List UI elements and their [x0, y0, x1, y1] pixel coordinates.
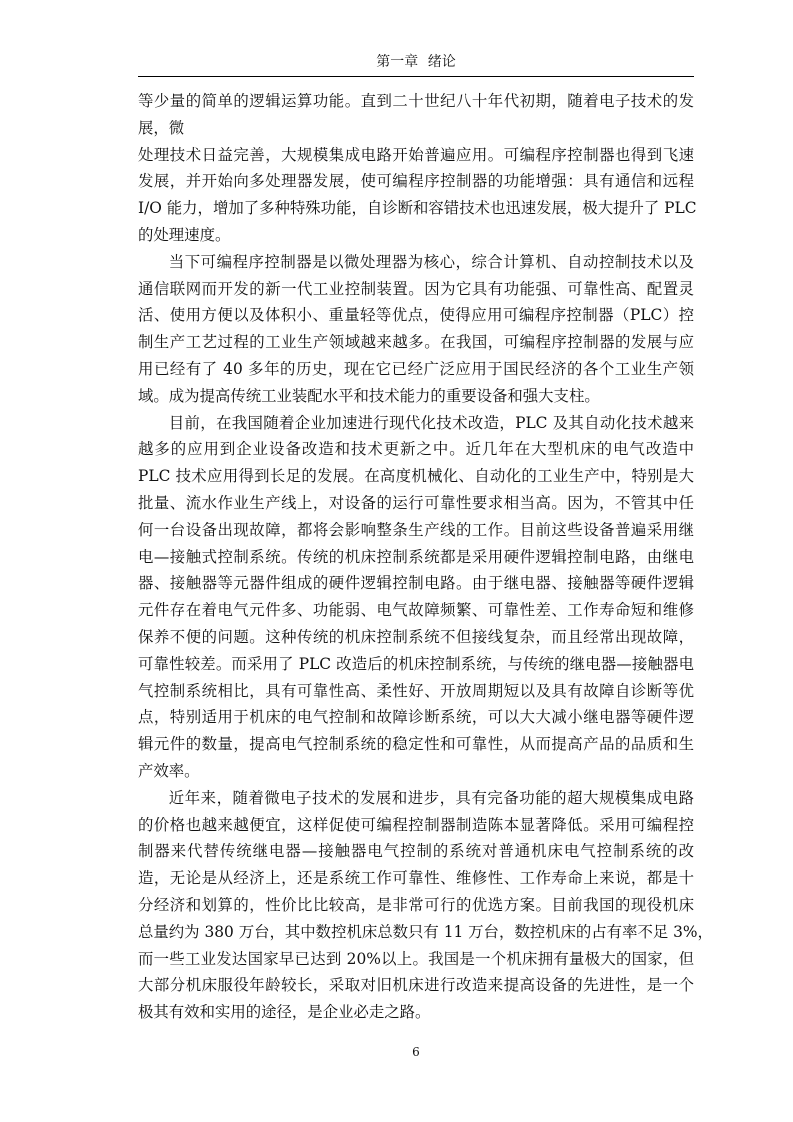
- body-line: 处理技术日益完善，大规模集成电路开始普遍应用。可编程序控制器也得到飞速: [138, 145, 694, 164]
- body-line: 产效率。: [138, 761, 200, 780]
- body-line: 点，特别适用于机床的电气控制和故障诊断系统，可以大大减小继电器等硬件逻: [138, 708, 694, 727]
- body-line: 的处理速度。: [138, 225, 231, 244]
- body-line: 域。成为提高传统工业装配水平和技术能力的重要设备和强大支柱。: [138, 386, 600, 405]
- body-line: 等少量的简单的逻辑运算功能。直到二十世纪八十年代初期，随着电子技术的发: [138, 92, 694, 110]
- body-line: 大部分机床服役年龄较长，采取对旧机床进行改造来提高设备的先进性，是一个: [138, 976, 694, 995]
- body-line: 批量、流水作业生产线上，对设备的运行可靠性要求相当高。因为，不管其中任: [138, 493, 694, 512]
- body-line: PLC 技术应用得到长足的发展。在高度机械化、自动化的工业生产中，特别是大: [138, 467, 694, 486]
- body-line: 用已经有了 40 多年的历史，现在它已经广泛应用于国民经济的各个工业生产领: [138, 359, 694, 378]
- body-line: 制器来代替传统继电器—接触器电气控制的系统对普通机床电气控制系统的改: [138, 842, 694, 861]
- body-line: 元件存在着电气元件多、功能弱、电气故障频繁、可靠性差、工作寿命短和维修: [138, 601, 694, 620]
- paragraph: [138, 785, 713, 1026]
- body-line: 制生产工艺过程的工业生产领域越来越多。在我国，可编程序控制器的发展与应: [138, 333, 694, 352]
- body-line: 辑元件的数量，提高电气控制系统的稳定性和可靠性，从而提高产品的品质和生: [138, 735, 694, 754]
- header-rule: [138, 76, 694, 77]
- body-line: 而一些工业发达国家早已达到 20%以上。我国是一个机床拥有量极大的国家，但: [138, 949, 694, 968]
- body-line: 发展，并开始向多处理器发展，使可编程序控制器的功能增强：具有通信和远程: [138, 172, 694, 191]
- body-line: 通信联网而开发的新一代工业控制装置。因为它具有功能强、可靠性高、配置灵: [138, 279, 694, 298]
- body-text: [138, 88, 713, 1026]
- page-number: 6: [412, 1045, 420, 1059]
- body-line: 活、使用方便以及体积小、重量轻等优点，使得应用可编程序控制器（PLC）控: [138, 306, 694, 325]
- body-line: 电—接触式控制系统。传统的机床控制系统都是采用硬件逻辑控制电路，由继电: [138, 547, 694, 566]
- body-line: 气控制系统相比，具有可靠性高、柔性好、开放周期短以及具有故障自诊断等优: [138, 681, 694, 700]
- body-line: 保养不便的问题。这种传统的机床控制系统不但接线复杂，而且经常出现故障，: [138, 627, 694, 646]
- running-header: 第一章 绪论: [376, 54, 456, 70]
- body-line: 近年来，随着微电子技术的发展和进步，具有完备功能的超大规模集成电路: [168, 788, 694, 807]
- body-line: 造，无论是从经济上，还是系统工作可靠性、维修性、工作寿命上来说，都是十: [138, 869, 694, 888]
- body-line: 极其有效和实用的途径，是企业必走之路。: [138, 1003, 431, 1022]
- body-line: 总量约为 380 万台，其中数控机床总数只有 11 万台，数控机床的占有率不足 3%，: [138, 922, 713, 941]
- paragraph: [138, 249, 694, 410]
- paragraph: [138, 410, 694, 785]
- body-line: 展，微: [138, 118, 185, 137]
- body-line: I/O 能力，增加了多种特殊功能，自诊断和容错技术也迅速发展，极大提升了 PLC: [138, 199, 697, 218]
- body-line: 可靠性较差。而采用了 PLC 改造后的机床控制系统，与传统的继电器—接触器电: [138, 654, 694, 673]
- body-line: 何一台设备出现故障，都将会影响整条生产线的工作。目前这些设备普遍采用继: [138, 520, 694, 539]
- body-line: 的价格也越来越便宜，这样促使可编程控制器制造陈本显著降低。采用可编程控: [138, 815, 694, 834]
- body-line: 器、接触器等元器件组成的硬件逻辑控制电路。由于继电器、接触器等硬件逻辑: [138, 574, 694, 593]
- paragraph: [138, 88, 697, 249]
- body-line: 当下可编程序控制器是以微处理器为核心，综合计算机、自动控制技术以及: [168, 252, 694, 271]
- body-line: 分经济和划算的，性价比比较高，是非常可行的优选方案。目前我国的现役机床: [138, 895, 694, 914]
- body-line: 目前，在我国随着企业加速进行现代化技术改造，PLC 及其自动化技术越来: [168, 413, 694, 432]
- body-line: 越多的应用到企业设备改造和技术更新之中。近几年在大型机床的电气改造中: [138, 440, 694, 459]
